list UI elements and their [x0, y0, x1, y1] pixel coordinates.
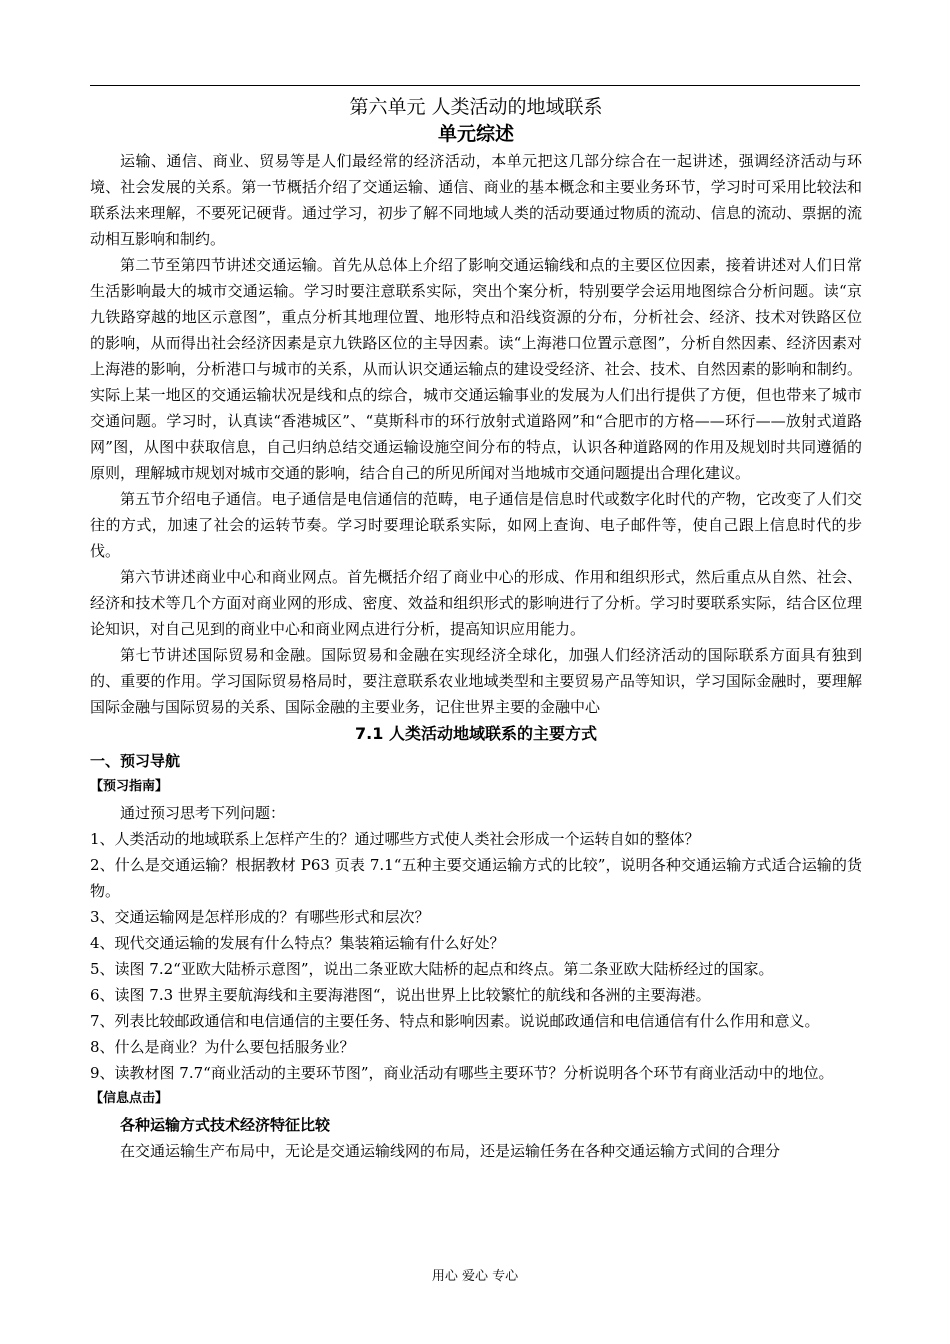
page-footer: 用心 爱心 专心 [431, 1269, 519, 1284]
question-item: 7、列表比较邮政通信和电信通信的主要任务、特点和影响因素。说说邮政通信和电信通信有什么作用和意义。 [90, 1012, 820, 1030]
guide-label: 【预习指南】 [90, 779, 169, 794]
header-rule [90, 85, 860, 86]
overview-paragraph-4: 第六节讲述商业中心和商业网点。首先概括介绍了商业中心的形成、作用和组织形式，然后重点从自然、社会、经济和技术等几个方面对商业网的形成、密度、效益和组织形式的影响进行了分析。学习时要联系实际，结合区位理论知识，对自己见到的商业中心和商业网点进行分析，提高知识应用能力。 [90, 568, 862, 638]
page-content [90, 92, 862, 1164]
guide-intro: 通过预习思考下列问题： [120, 804, 286, 822]
question-item: 8、什么是商业？为什么要包括服务业？ [90, 1038, 355, 1056]
overview-paragraph-3: 第五节介绍电子通信。电子通信是电信通信的范畴，电子通信是信息时代或数字化时代的产物，它改变了人们交往的方式，加速了社会的运转节奏。学习时要理论联系实际，如网上查询、电子邮件等，使自己跟上信息时代的步伐。 [90, 490, 862, 560]
question-item: 1、人类活动的地域联系上怎样产生的？通过哪些方式使人类社会形成一个运转自如的整体？ [90, 830, 700, 848]
question-item: 3、交通运输网是怎样形成的？有哪些形式和层次？ [90, 908, 430, 926]
overview-paragraph-5: 第七节讲述国际贸易和金融。国际贸易和金融在实现经济全球化，加强人们经济活动的国际联系方面具有独到的、重要的作用。学习国际贸易格局时，要注意联系农业地域类型和主要贸易产品等知识，学习国际金融时，要理解国际金融与国际贸易的关系、国际金融的主要业务，记住世界主要的金融中心 [90, 646, 862, 716]
unit-title: 第六单元 人类活动的地域联系 [349, 96, 603, 118]
overview-paragraph-1: 运输、通信、商业、贸易等是人们最经常的经济活动，本单元把这几部分综合在一起讲述，强调经济活动与环境、社会发展的关系。第一节概括介绍了交通运输、通信、商业的基本概念和主要业务环节，学习时可采用比较法和联系法来理解，不要死记硬背。通过学习，初步了解不同地域人类的活动要通过物质的流动、信息的流动、票据的流动相互影响和制约。 [90, 152, 862, 248]
section-title: 7.1 人类活动地域联系的主要方式 [355, 724, 597, 743]
question-item: 6、读图 7.3 世界主要航海线和主要海港图“，说出世界上比较繁忙的航线和各洲的主要海港。 [90, 986, 711, 1004]
question-item: 2、什么是交通运输？根据教材 P63 页表 7.1“五种主要交通运输方式的比较”，说明各种交通运输方式适合运输的货物。 [90, 856, 862, 900]
question-item: 4、现代交通运输的发展有什么特点？集装箱运输有什么好处？ [90, 934, 505, 952]
overview-paragraph-2: 第二节至第四节讲述交通运输。首先从总体上介绍了影响交通运输线和点的主要区位因素，接着讲述对人们日常生活影响最大的城市交通运输。学习时要注意联系实际，突出个案分析，特别要学会运用地图综合分析问题。读“京九铁路穿越的地区示意图”，重点分析其地理位置、地形特点和沿线资源的分布，分析社会、经济、技术对铁路区位的影响，从而得出社会经济因素是京九铁路区位的主导因素。读“上海港口位置示意图”，分析自然因素、经济因素对上海港的影响，分析港口与城市的关系，从而认识交通运输点的建设受经济、社会、技术、自然因素的影响和制约。实际上某一地区的交通运输状况是线和点的综合，城市交通运输事业的发展为人们出行提供了方便，但也带来了城市交通问题。学习时，认真读“香港城区”、“莫斯科市的环行放射式道路网”和“合肥市的方格——环行——放射式道路网”图，从图中获取信息，自己归纳总结交通运输设施空间分布的特点，认识各种道路网的作用及规划时共同遵循的原则，理解城市规划对城市交通的影响，结合自己的所见所闻对当地城市交通问题提出合理化建议。 [90, 256, 862, 482]
preview-heading: 一、预习导航 [90, 752, 181, 770]
info-paragraph: 在交通运输生产布局中，无论是交通运输线网的布局，还是运输任务在各种交通运输方式间的合理分 [120, 1142, 781, 1160]
unit-subtitle: 单元综述 [437, 123, 514, 145]
question-item: 5、读图 7.2“亚欧大陆桥示意图”，说出二条亚欧大陆桥的起点和终点。第二条亚欧大陆桥经过的国家。 [90, 960, 774, 978]
question-item: 9、读教材图 7.7“商业活动的主要环节图”，商业活动有哪些主要环节？分析说明各个环节有商业活动中的地位。 [90, 1064, 834, 1082]
info-label: 【信息点击】 [90, 1091, 169, 1106]
info-heading: 各种运输方式技术经济特征比较 [120, 1116, 331, 1134]
